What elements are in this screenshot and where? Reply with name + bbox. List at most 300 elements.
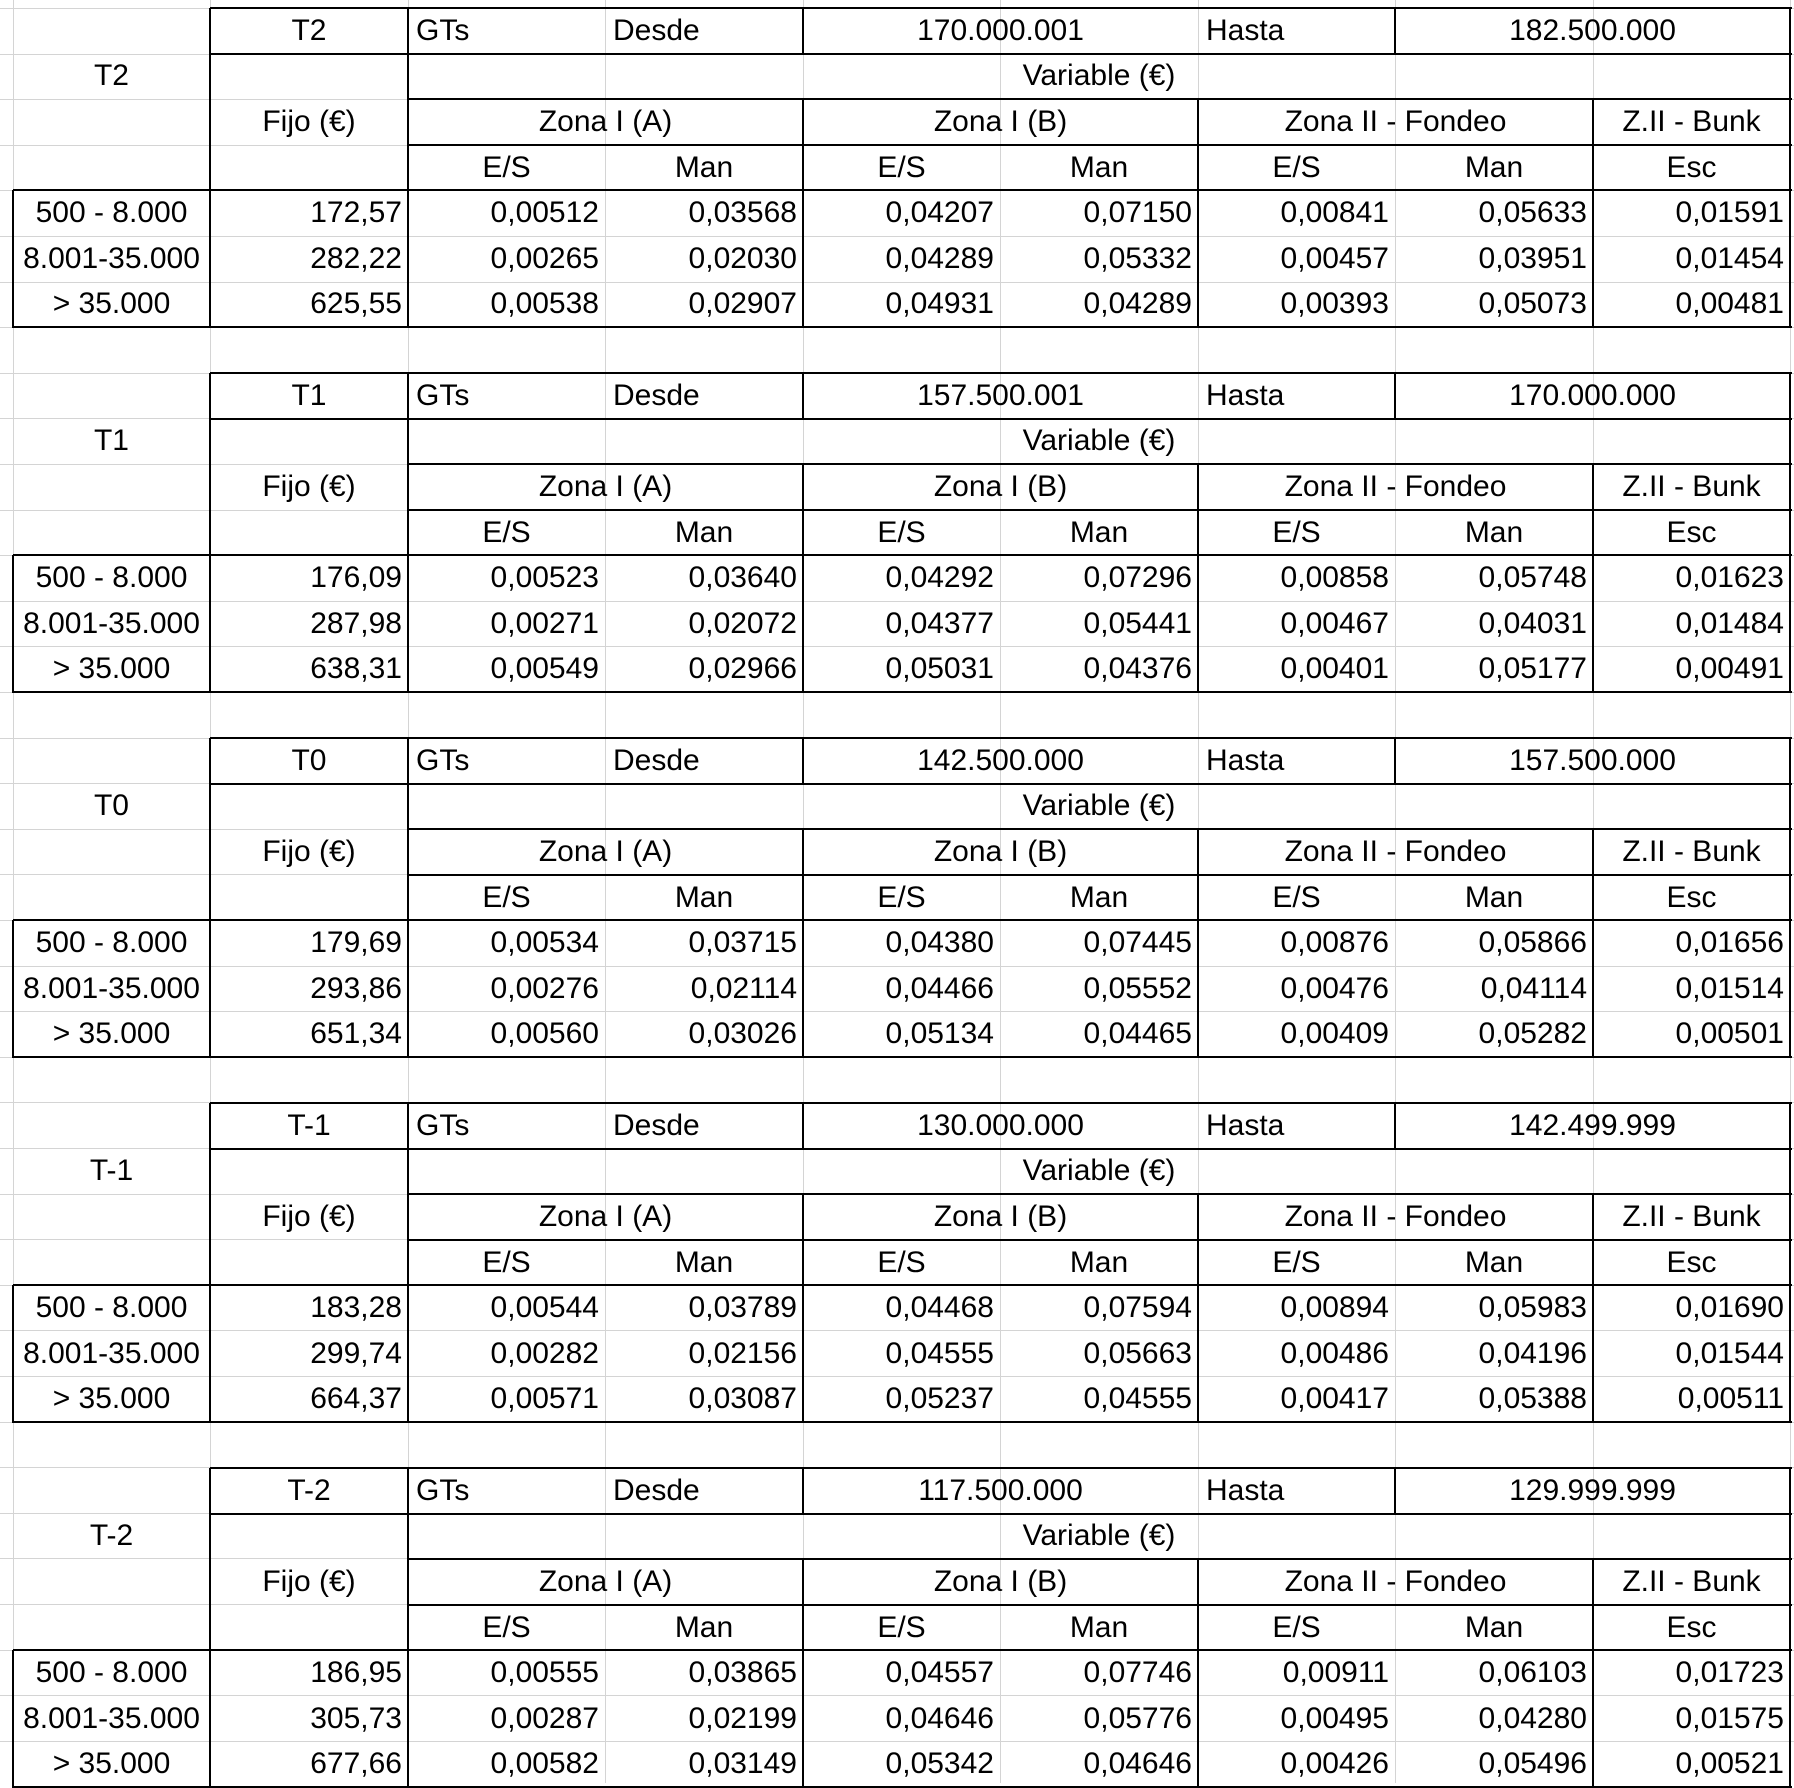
border-line — [802, 1194, 804, 1423]
zone-header: Zona II - Fondeo — [1284, 469, 1507, 503]
gts-label: GTs — [416, 743, 470, 777]
table-top-border — [210, 372, 1792, 374]
fijo-value-cell: 183,28 — [310, 1291, 402, 1325]
variable-value-cell: 0,03087 — [688, 1382, 797, 1416]
variable-value-cell: 0,07445 — [1083, 926, 1192, 960]
desde-label: Desde — [613, 1108, 700, 1142]
border-line — [802, 1559, 804, 1788]
border-line — [407, 8, 409, 328]
variable-value-cell: 0,05342 — [885, 1747, 994, 1781]
gt-range-cell: 500 - 8.000 — [35, 1656, 188, 1690]
zone-header: Zona I (A) — [538, 469, 673, 503]
subcolumn-header: Man — [674, 150, 734, 184]
variable-value-cell: 0,00401 — [1280, 652, 1389, 686]
border-line — [1592, 1559, 1594, 1788]
hasta-value: 129.999.999 — [1509, 1473, 1676, 1507]
table-bottom-border — [13, 326, 1792, 328]
hasta-label: Hasta — [1206, 743, 1285, 777]
variable-value-cell: 0,00894 — [1280, 1291, 1389, 1325]
border-line — [210, 1148, 1792, 1150]
subcolumn-header: Esc — [1666, 1610, 1717, 1644]
variable-value-cell: 0,05776 — [1083, 1701, 1192, 1735]
subcolumn-header: Esc — [1666, 515, 1717, 549]
subcolumn-header: E/S — [482, 515, 531, 549]
fijo-header: Fijo (€) — [262, 834, 356, 868]
variable-value-cell: 0,00476 — [1280, 971, 1389, 1005]
subcolumn-header: E/S — [877, 1610, 926, 1644]
border-line — [1592, 829, 1594, 1058]
variable-value-cell: 0,04114 — [1480, 971, 1587, 1005]
subcolumn-header: E/S — [482, 150, 531, 184]
subcolumn-header: E/S — [1272, 880, 1321, 914]
fijo-value-cell: 638,31 — [310, 652, 402, 686]
variable-value-cell: 0,02199 — [688, 1701, 797, 1735]
variable-value-cell: 0,00582 — [490, 1747, 599, 1781]
fijo-value-cell: 299,74 — [310, 1336, 402, 1370]
variable-value-cell: 0,04031 — [1478, 606, 1587, 640]
border-line — [210, 418, 1792, 420]
zone-header: Zona I (B) — [933, 834, 1068, 868]
zone-header: Zona II - Fondeo — [1284, 1564, 1507, 1598]
fijo-header: Fijo (€) — [262, 104, 356, 138]
tier-label: T-2 — [89, 1519, 134, 1553]
subcolumn-header: E/S — [877, 515, 926, 549]
variable-header: Variable (€) — [1022, 424, 1176, 458]
variable-value-cell: 0,07746 — [1083, 1656, 1192, 1690]
border-line — [408, 98, 1792, 100]
hasta-value: 182.500.000 — [1509, 13, 1676, 47]
variable-value-cell: 0,04646 — [885, 1701, 994, 1735]
tier-label: T1 — [93, 424, 129, 458]
border-line — [209, 1103, 211, 1423]
gt-range-cell: 500 - 8.000 — [35, 196, 188, 230]
fijo-value-cell: 176,09 — [310, 561, 402, 595]
border-line — [802, 373, 804, 420]
border-line — [407, 1103, 409, 1423]
fijo-value-cell: 293,86 — [310, 971, 402, 1005]
variable-value-cell: 0,02030 — [688, 241, 797, 275]
variable-value-cell: 0,05552 — [1083, 971, 1192, 1005]
variable-value-cell: 0,03789 — [688, 1291, 797, 1325]
variable-value-cell: 0,05237 — [885, 1382, 994, 1416]
gt-range-cell: 8.001-35.000 — [23, 606, 200, 640]
variable-value-cell: 0,07296 — [1083, 561, 1192, 595]
border-line — [408, 1604, 1792, 1606]
variable-value-cell: 0,05332 — [1083, 241, 1192, 275]
zone-header: Z.II - Bunk — [1622, 1199, 1761, 1233]
subcolumn-header: E/S — [1272, 150, 1321, 184]
gt-range-cell: > 35.000 — [52, 1017, 171, 1051]
hasta-value: 170.000.000 — [1509, 378, 1676, 412]
variable-value-cell: 0,05663 — [1083, 1336, 1192, 1370]
zone-header: Zona II - Fondeo — [1284, 104, 1507, 138]
border-line — [1197, 829, 1199, 1058]
gt-range-cell: 500 - 8.000 — [35, 561, 188, 595]
variable-value-cell: 0,01514 — [1675, 971, 1784, 1005]
border-line — [802, 738, 804, 785]
zone-header: Zona I (A) — [538, 1564, 673, 1598]
variable-value-cell: 0,04380 — [885, 926, 994, 960]
subcolumn-header: E/S — [482, 1245, 531, 1279]
variable-value-cell: 0,00467 — [1280, 606, 1389, 640]
fijo-value-cell: 287,98 — [310, 606, 402, 640]
tier-code: T1 — [291, 378, 327, 412]
zone-header: Zona I (B) — [933, 1564, 1068, 1598]
subcolumn-header: Man — [1069, 1245, 1129, 1279]
variable-value-cell: 0,00571 — [490, 1382, 599, 1416]
variable-value-cell: 0,02156 — [688, 1336, 797, 1370]
border-line — [408, 828, 1792, 830]
variable-value-cell: 0,00486 — [1280, 1336, 1389, 1370]
variable-value-cell: 0,04292 — [885, 561, 994, 595]
zone-header: Zona I (A) — [538, 1199, 673, 1233]
variable-value-cell: 0,01656 — [1675, 926, 1784, 960]
zone-header: Zona I (B) — [933, 469, 1068, 503]
zone-header: Zona I (B) — [933, 1199, 1068, 1233]
fijo-value-cell: 305,73 — [310, 1701, 402, 1735]
tier-label: T2 — [93, 59, 129, 93]
border-line — [802, 8, 804, 55]
variable-value-cell: 0,01623 — [1675, 561, 1784, 595]
variable-value-cell: 0,00276 — [490, 971, 599, 1005]
desde-label: Desde — [613, 13, 700, 47]
zone-header: Zona I (B) — [933, 104, 1068, 138]
variable-value-cell: 0,05633 — [1478, 196, 1587, 230]
variable-value-cell: 0,04377 — [885, 606, 994, 640]
subcolumn-header: Man — [674, 880, 734, 914]
variable-value-cell: 0,01591 — [1675, 196, 1784, 230]
variable-value-cell: 0,04557 — [885, 1656, 994, 1690]
table-bottom-border — [13, 1056, 1792, 1058]
desde-label: Desde — [613, 378, 700, 412]
variable-value-cell: 0,05031 — [885, 652, 994, 686]
table-top-border — [210, 1467, 1792, 1469]
variable-value-cell: 0,00538 — [490, 287, 599, 321]
border-line — [1394, 373, 1396, 420]
subcolumn-header: E/S — [482, 880, 531, 914]
border-line — [1592, 99, 1594, 328]
tier-code: T0 — [291, 743, 327, 777]
border-line — [13, 189, 1792, 191]
border-line — [1394, 738, 1396, 785]
variable-value-cell: 0,00511 — [1677, 1382, 1784, 1416]
border-line — [1197, 99, 1199, 328]
variable-value-cell: 0,03026 — [688, 1017, 797, 1051]
table-top-border — [210, 1102, 1792, 1104]
subcolumn-header: E/S — [1272, 1245, 1321, 1279]
border-line — [1197, 464, 1199, 693]
variable-header: Variable (€) — [1022, 789, 1176, 823]
desde-label: Desde — [613, 1473, 700, 1507]
variable-value-cell: 0,00417 — [1280, 1382, 1389, 1416]
table-right-border — [1789, 738, 1791, 1058]
tier-label: T-1 — [89, 1154, 134, 1188]
variable-value-cell: 0,00457 — [1280, 241, 1389, 275]
hasta-label: Hasta — [1206, 1108, 1285, 1142]
subcolumn-header: Man — [1069, 1610, 1129, 1644]
zone-header: Zona I (A) — [538, 104, 673, 138]
variable-value-cell: 0,00393 — [1280, 287, 1389, 321]
variable-value-cell: 0,00512 — [490, 196, 599, 230]
gt-range-cell: 8.001-35.000 — [23, 241, 200, 275]
border-line — [802, 829, 804, 1058]
tier-code: T2 — [291, 13, 327, 47]
fijo-value-cell: 664,37 — [310, 1382, 402, 1416]
table-right-border — [1789, 8, 1791, 328]
subcolumn-header: Man — [1464, 880, 1524, 914]
fijo-value-cell: 651,34 — [310, 1017, 402, 1051]
subcolumn-header: Man — [1464, 515, 1524, 549]
table-top-border — [210, 737, 1792, 739]
variable-value-cell: 0,05496 — [1478, 1747, 1587, 1781]
desde-label: Desde — [613, 743, 700, 777]
zone-header: Zona II - Fondeo — [1284, 834, 1507, 868]
variable-value-cell: 0,03715 — [688, 926, 797, 960]
variable-value-cell: 0,00491 — [1675, 652, 1784, 686]
variable-value-cell: 0,01575 — [1675, 1701, 1784, 1735]
subcolumn-header: Man — [1464, 150, 1524, 184]
hasta-label: Hasta — [1206, 1473, 1285, 1507]
gts-label: GTs — [416, 13, 470, 47]
subcolumn-header: E/S — [877, 1245, 926, 1279]
gts-label: GTs — [416, 1473, 470, 1507]
variable-value-cell: 0,00523 — [490, 561, 599, 595]
variable-value-cell: 0,03951 — [1478, 241, 1587, 275]
table-bottom-border — [13, 691, 1792, 693]
border-line — [210, 53, 1792, 55]
variable-value-cell: 0,02114 — [690, 971, 797, 1005]
desde-value: 170.000.001 — [917, 13, 1084, 47]
variable-value-cell: 0,01544 — [1675, 1336, 1784, 1370]
subcolumn-header: Man — [1464, 1610, 1524, 1644]
border-line — [408, 1193, 1792, 1195]
border-line — [408, 144, 1792, 146]
variable-header: Variable (€) — [1022, 1519, 1176, 1553]
zone-header: Zona II - Fondeo — [1284, 1199, 1507, 1233]
variable-value-cell: 0,04555 — [885, 1336, 994, 1370]
subcolumn-header: Esc — [1666, 880, 1717, 914]
variable-value-cell: 0,04280 — [1478, 1701, 1587, 1735]
variable-value-cell: 0,05983 — [1478, 1291, 1587, 1325]
variable-value-cell: 0,00501 — [1675, 1017, 1784, 1051]
variable-value-cell: 0,00876 — [1280, 926, 1389, 960]
hasta-label: Hasta — [1206, 378, 1285, 412]
table-left-border — [12, 920, 14, 1058]
variable-value-cell: 0,01454 — [1675, 241, 1784, 275]
tier-code: T-1 — [287, 1108, 331, 1142]
table-left-border — [12, 1650, 14, 1788]
border-line — [210, 1513, 1792, 1515]
variable-value-cell: 0,04555 — [1083, 1382, 1192, 1416]
variable-value-cell: 0,03865 — [688, 1656, 797, 1690]
subcolumn-header: Esc — [1666, 1245, 1717, 1279]
subcolumn-header: E/S — [877, 880, 926, 914]
desde-value: 157.500.001 — [917, 378, 1084, 412]
subcolumn-header: Man — [674, 1610, 734, 1644]
variable-value-cell: 0,00271 — [490, 606, 599, 640]
hasta-label: Hasta — [1206, 13, 1285, 47]
gt-range-cell: > 35.000 — [52, 1382, 171, 1416]
tier-code: T-2 — [287, 1473, 331, 1507]
hasta-value: 157.500.000 — [1509, 743, 1676, 777]
border-line — [1197, 1559, 1199, 1788]
variable-value-cell: 0,04376 — [1083, 652, 1192, 686]
border-line — [407, 1468, 409, 1788]
variable-value-cell: 0,00481 — [1675, 287, 1784, 321]
desde-value: 117.500.000 — [918, 1473, 1083, 1507]
variable-value-cell: 0,00265 — [490, 241, 599, 275]
variable-value-cell: 0,00409 — [1280, 1017, 1389, 1051]
border-line — [802, 99, 804, 328]
variable-value-cell: 0,00841 — [1280, 196, 1389, 230]
variable-value-cell: 0,03149 — [688, 1747, 797, 1781]
subcolumn-header: Man — [1464, 1245, 1524, 1279]
gt-range-cell: 500 - 8.000 — [35, 1291, 188, 1325]
variable-value-cell: 0,05388 — [1478, 1382, 1587, 1416]
border-line — [408, 1558, 1792, 1560]
gts-label: GTs — [416, 1108, 470, 1142]
gt-range-cell: 8.001-35.000 — [23, 971, 200, 1005]
variable-value-cell: 0,00858 — [1280, 561, 1389, 595]
border-line — [13, 1284, 1792, 1286]
fijo-header: Fijo (€) — [262, 1199, 356, 1233]
variable-value-cell: 0,04466 — [885, 971, 994, 1005]
variable-value-cell: 0,00549 — [490, 652, 599, 686]
border-line — [408, 509, 1792, 511]
fijo-value-cell: 677,66 — [310, 1747, 402, 1781]
gt-range-cell: 8.001-35.000 — [23, 1701, 200, 1735]
border-line — [209, 373, 211, 693]
border-line — [802, 464, 804, 693]
variable-value-cell: 0,04289 — [1083, 287, 1192, 321]
variable-value-cell: 0,00534 — [490, 926, 599, 960]
border-line — [13, 554, 1792, 556]
variable-value-cell: 0,05134 — [885, 1017, 994, 1051]
variable-value-cell: 0,04646 — [1083, 1747, 1192, 1781]
table-bottom-border — [13, 1421, 1792, 1423]
fijo-header: Fijo (€) — [262, 469, 356, 503]
table-left-border — [12, 555, 14, 693]
hasta-value: 142.499.999 — [1509, 1108, 1676, 1142]
variable-header: Variable (€) — [1022, 59, 1176, 93]
variable-value-cell: 0,07150 — [1083, 196, 1192, 230]
border-line — [802, 1103, 804, 1150]
table-left-border — [12, 1285, 14, 1423]
subcolumn-header: Man — [674, 515, 734, 549]
fijo-value-cell: 179,69 — [310, 926, 402, 960]
border-line — [407, 373, 409, 693]
variable-value-cell: 0,02907 — [688, 287, 797, 321]
fijo-value-cell: 625,55 — [310, 287, 402, 321]
border-line — [407, 738, 409, 1058]
variable-value-cell: 0,00521 — [1675, 1747, 1784, 1781]
variable-value-cell: 0,00287 — [490, 1701, 599, 1735]
border-line — [408, 874, 1792, 876]
variable-value-cell: 0,04207 — [885, 196, 994, 230]
variable-value-cell: 0,02072 — [688, 606, 797, 640]
variable-value-cell: 0,01484 — [1675, 606, 1784, 640]
subcolumn-header: Man — [1069, 150, 1129, 184]
subcolumn-header: E/S — [1272, 515, 1321, 549]
fijo-header: Fijo (€) — [262, 1564, 356, 1598]
border-line — [1394, 8, 1396, 55]
table-right-border — [1789, 1103, 1791, 1423]
desde-value: 142.500.000 — [917, 743, 1084, 777]
variable-value-cell: 0,07594 — [1083, 1291, 1192, 1325]
variable-value-cell: 0,04931 — [885, 287, 994, 321]
zone-header: Z.II - Bunk — [1622, 104, 1761, 138]
variable-value-cell: 0,03568 — [688, 196, 797, 230]
subcolumn-header: Man — [674, 1245, 734, 1279]
subcolumn-header: Man — [1069, 515, 1129, 549]
border-line — [13, 1649, 1792, 1651]
gt-range-cell: > 35.000 — [52, 287, 171, 321]
desde-value: 130.000.000 — [917, 1108, 1084, 1142]
variable-value-cell: 0,00426 — [1280, 1747, 1389, 1781]
variable-value-cell: 0,01690 — [1675, 1291, 1784, 1325]
variable-value-cell: 0,02966 — [688, 652, 797, 686]
variable-header: Variable (€) — [1022, 1154, 1176, 1188]
variable-value-cell: 0,05748 — [1478, 561, 1587, 595]
variable-value-cell: 0,05073 — [1478, 287, 1587, 321]
table-right-border — [1789, 373, 1791, 693]
border-line — [210, 783, 1792, 785]
variable-value-cell: 0,04468 — [885, 1291, 994, 1325]
variable-value-cell: 0,00282 — [490, 1336, 599, 1370]
border-line — [1197, 1194, 1199, 1423]
border-line — [209, 738, 211, 1058]
zone-header: Z.II - Bunk — [1622, 1564, 1761, 1598]
fijo-value-cell: 186,95 — [310, 1656, 402, 1690]
variable-value-cell: 0,05441 — [1083, 606, 1192, 640]
border-line — [209, 1468, 211, 1788]
zone-header: Zona I (A) — [538, 834, 673, 868]
tier-label: T0 — [93, 789, 129, 823]
gt-range-cell: 8.001-35.000 — [23, 1336, 200, 1370]
zone-header: Z.II - Bunk — [1622, 469, 1761, 503]
border-line — [1592, 1194, 1594, 1423]
border-line — [1394, 1103, 1396, 1150]
border-line — [408, 463, 1792, 465]
subcolumn-header: E/S — [1272, 1610, 1321, 1644]
variable-value-cell: 0,00544 — [490, 1291, 599, 1325]
variable-value-cell: 0,01723 — [1675, 1656, 1784, 1690]
gt-range-cell: > 35.000 — [52, 652, 171, 686]
border-line — [802, 1468, 804, 1515]
fijo-value-cell: 172,57 — [310, 196, 402, 230]
variable-value-cell: 0,00911 — [1282, 1656, 1389, 1690]
variable-value-cell: 0,04465 — [1083, 1017, 1192, 1051]
table-left-border — [12, 190, 14, 328]
variable-value-cell: 0,04289 — [885, 241, 994, 275]
border-line — [408, 1239, 1792, 1241]
variable-value-cell: 0,05177 — [1478, 652, 1587, 686]
subcolumn-header: Esc — [1666, 150, 1717, 184]
border-line — [209, 8, 211, 328]
table-top-border — [210, 7, 1792, 9]
variable-value-cell: 0,00495 — [1280, 1701, 1389, 1735]
border-line — [13, 919, 1792, 921]
variable-value-cell: 0,06103 — [1478, 1656, 1587, 1690]
zone-header: Z.II - Bunk — [1622, 834, 1761, 868]
fijo-value-cell: 282,22 — [310, 241, 402, 275]
table-right-border — [1789, 1468, 1791, 1788]
gt-range-cell: > 35.000 — [52, 1747, 171, 1781]
gts-label: GTs — [416, 378, 470, 412]
subcolumn-header: E/S — [877, 150, 926, 184]
subcolumn-header: E/S — [482, 1610, 531, 1644]
gt-range-cell: 500 - 8.000 — [35, 926, 188, 960]
